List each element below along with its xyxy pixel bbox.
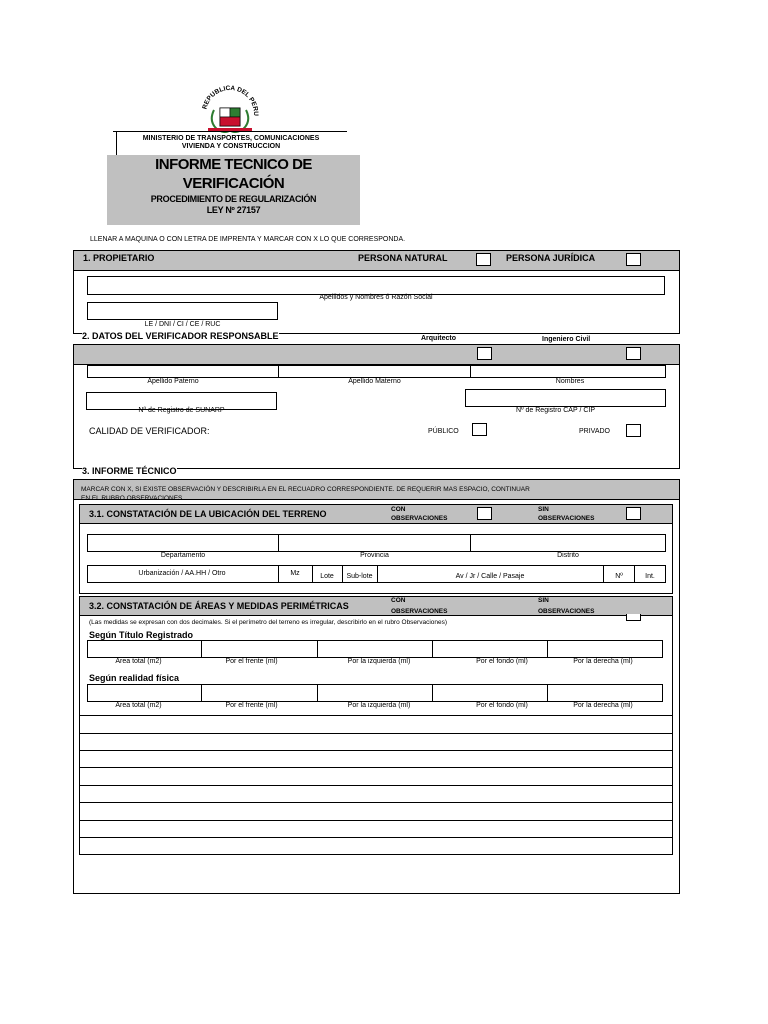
s3-instruction-1: MARCAR CON X, SI EXISTE OBSERVACIÓN Y DESCRIBIRLA EN EL RECUADRO CORRESPONDIENTE. DE REQUERIR MAS ESPACIO, CONTINUAR: [81, 486, 530, 493]
sunarp-label: Nº de Registro de SUNARP: [138, 407, 225, 414]
arquitecto-checkbox[interactable]: [477, 347, 492, 360]
apellido-materno-label: Apellido Materno: [348, 378, 401, 385]
observation-line: [80, 767, 672, 768]
titulo-izquierda-field[interactable]: [317, 640, 433, 658]
apellido-materno-field[interactable]: [278, 365, 471, 378]
owner-id-label: LE / DNI / CI / CE / RUC: [144, 321, 221, 328]
s31-con-label-2: OBSERVACIONES: [391, 515, 448, 522]
titulo-derecha-label: Por la derecha (ml): [573, 658, 633, 665]
s32-con-label-2: OBSERVACIONES: [391, 608, 448, 615]
cap-cip-field[interactable]: [465, 389, 666, 407]
calidad-label: CALIDAD DE VERIFICADOR:: [89, 426, 210, 436]
realidad-frente-label: Por el frente (ml): [225, 702, 278, 709]
realidad-izquierda-label: Por la izquierda (ml): [347, 702, 411, 709]
observation-line: [80, 750, 672, 751]
realidad-fondo-field[interactable]: [432, 684, 548, 702]
observation-line: [80, 785, 672, 786]
s31-title: 3.1. CONSTATACIÓN DE LA UBICACIÓN DEL TERRENO: [89, 509, 327, 519]
s31-con-checkbox[interactable]: [477, 507, 492, 520]
s31-sin-label-1: SIN: [538, 506, 549, 513]
observation-line: [80, 733, 672, 734]
realidad-fisica-label: Según realidad física: [89, 673, 180, 683]
s32-note: (Las medidas se expresan con dos decimales. Si el perímetro del terreno es irregular, describirlo en el rubro Observaciones): [89, 619, 448, 626]
ingeniero-label: Ingeniero Civil: [542, 336, 591, 343]
ministry-line2: VIVIENDA Y CONSTRUCCION: [181, 143, 281, 150]
titulo-area-label: Area total (m2): [115, 658, 162, 665]
mz-label: Mz: [290, 570, 300, 577]
realidad-area-field[interactable]: [87, 684, 202, 702]
departamento-field[interactable]: [87, 534, 279, 552]
observation-line: [80, 802, 672, 803]
s32-sin-label-1: SIN: [538, 597, 549, 604]
persona-juridica-label: PERSONA JURÍDICA: [506, 253, 596, 263]
s2-header: [73, 344, 680, 365]
realidad-fondo-label: Por el fondo (ml): [476, 702, 528, 709]
s3-title: 3. INFORME TÉCNICO: [82, 466, 177, 476]
nombres-label: Nombres: [555, 378, 585, 385]
privado-label: PRIVADO: [579, 428, 610, 435]
s2-title: 2. DATOS DEL VERIFICADOR RESPONSABLE: [82, 331, 279, 341]
s32-sin-checkbox[interactable]: [626, 614, 641, 621]
titulo-fondo-field[interactable]: [432, 640, 548, 658]
ingeniero-checkbox[interactable]: [626, 347, 641, 360]
persona-juridica-checkbox[interactable]: [626, 253, 641, 266]
s1-title: 1. PROPIETARIO: [83, 253, 155, 263]
subtitle-line2: LEY Nº 27157: [206, 205, 261, 215]
provincia-label: Provincia: [360, 552, 389, 559]
publico-label: PÚBLICO: [428, 428, 459, 435]
owner-name-field[interactable]: [87, 276, 665, 295]
observation-line: [80, 715, 672, 716]
s31-con-label-1: CON: [391, 506, 406, 513]
sublote-label: Sub-lote: [346, 573, 373, 580]
emblem-text: REPUBLICA DEL PERU: [201, 84, 260, 117]
s31-sin-checkbox[interactable]: [626, 507, 641, 520]
persona-natural-checkbox[interactable]: [476, 253, 491, 266]
titulo-fondo-label: Por el fondo (ml): [476, 658, 528, 665]
titulo-frente-label: Por el frente (ml): [225, 658, 278, 665]
interior-label: Int.: [645, 573, 655, 580]
s32-sin-label-2: OBSERVACIONES: [538, 608, 595, 615]
ministry-line1: MINISTERIO DE TRANSPORTES, COMUNICACIONES: [142, 135, 320, 142]
apellido-paterno-field[interactable]: [87, 365, 279, 378]
subtitle-line1: PROCEDIMIENTO DE REGULARIZACIÓN: [150, 194, 317, 204]
instruction: LLENAR A MAQUINA O CON LETRA DE IMPRENTA Y MARCAR CON X LO QUE CORRESPONDA.: [90, 236, 406, 243]
realidad-izquierda-field[interactable]: [317, 684, 433, 702]
s32-title: 3.2. CONSTATACIÓN DE ÁREAS Y MEDIDAS PERIMÉTRICAS: [89, 601, 349, 611]
av-label: Av / Jr / Calle / Pasaje: [455, 573, 525, 580]
cap-cip-label: Nº de Registro CAP / CIP: [515, 407, 596, 414]
urbanizacion-label: Urbanización / AA.HH / Otro: [138, 570, 226, 577]
owner-id-field[interactable]: [87, 302, 278, 320]
peru-emblem: [196, 80, 264, 138]
s31-sin-label-2: OBSERVACIONES: [538, 515, 595, 522]
observation-line: [80, 820, 672, 821]
departamento-label: Departamento: [160, 552, 206, 559]
persona-natural-label: PERSONA NATURAL: [358, 253, 448, 263]
s3-instruction-2: EN EL RUBRO OBSERVACIONES: [81, 495, 183, 502]
lote-label: Lote: [320, 573, 334, 580]
realidad-derecha-label: Por la derecha (ml): [573, 702, 633, 709]
privado-checkbox[interactable]: [626, 424, 641, 437]
nombres-field[interactable]: [470, 365, 666, 378]
apellido-paterno-label: Apellido Paterno: [147, 378, 199, 385]
realidad-derecha-field[interactable]: [547, 684, 663, 702]
titulo-izquierda-label: Por la izquierda (ml): [347, 658, 411, 665]
realidad-area-label: Area total (m2): [115, 702, 162, 709]
distrito-field[interactable]: [470, 534, 666, 552]
distrito-label: Distrito: [557, 552, 579, 559]
publico-checkbox[interactable]: [472, 423, 487, 436]
title-line2: VERIFICACIÓN: [182, 175, 285, 192]
title-line1: INFORME TECNICO DE: [155, 156, 312, 173]
owner-name-label: Apellidos y Nombres ó Razón Social: [319, 294, 433, 301]
observation-line: [80, 837, 672, 838]
numero-label: Nº: [615, 573, 623, 580]
titulo-derecha-field[interactable]: [547, 640, 663, 658]
titulo-frente-field[interactable]: [201, 640, 318, 658]
arquitecto-label: Arquitecto: [421, 335, 456, 342]
s32-con-label-1: CON: [391, 597, 406, 604]
titulo-registrado-label: Según Título Registrado: [89, 630, 194, 640]
realidad-frente-field[interactable]: [201, 684, 318, 702]
titulo-area-field[interactable]: [87, 640, 202, 658]
provincia-field[interactable]: [278, 534, 471, 552]
